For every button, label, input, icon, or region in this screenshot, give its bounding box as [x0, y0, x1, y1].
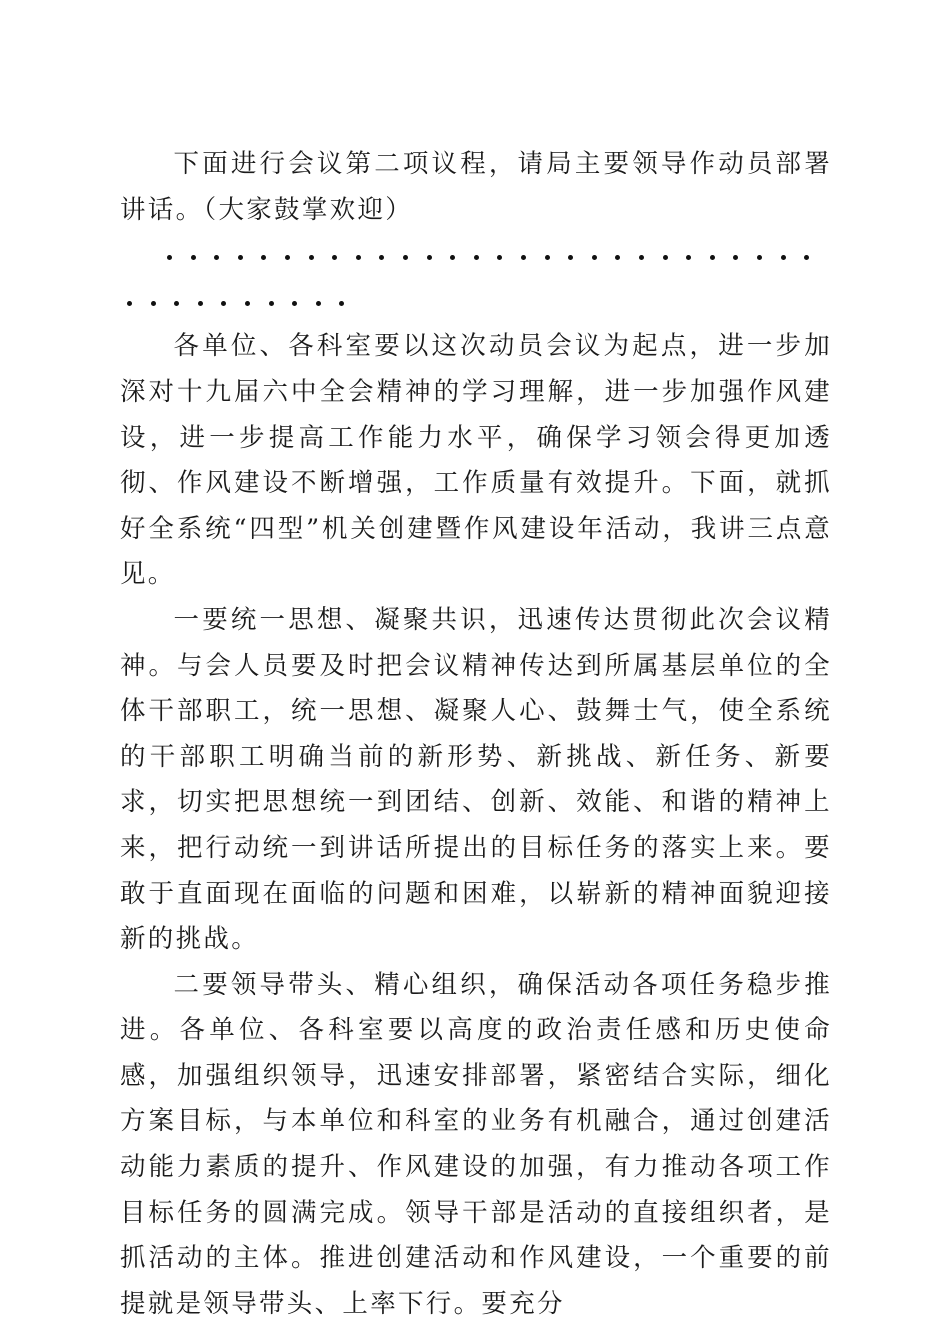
paragraph-agenda: 下面进行会议第二项议程，请局主要领导作动员部署讲话。（大家鼓掌欢迎） [120, 149, 832, 225]
ellipsis-dot [261, 255, 266, 260]
ellipsis-dot [221, 301, 226, 306]
ellipsis-dot [804, 255, 809, 260]
ellipsis-dot [757, 255, 762, 260]
ellipsis-dot [245, 301, 250, 306]
ellipsis-dot [151, 301, 156, 306]
ellipsis-dot [356, 255, 361, 260]
ellipsis-dot [521, 255, 526, 260]
ellipsis-dot [269, 301, 274, 306]
ellipsis-dot [545, 255, 550, 260]
ellipsis-dot [316, 301, 321, 306]
ellipsis-dot [615, 255, 620, 260]
ellipsis-line-1 [120, 233, 832, 279]
ellipsis-dot [127, 301, 132, 306]
ellipsis-dot [639, 255, 644, 260]
ellipsis-dot [710, 255, 715, 260]
ellipsis-dot [733, 255, 738, 260]
ellipsis-dot [292, 301, 297, 306]
ellipsis-dot [191, 255, 196, 260]
paragraph-intro: 各单位、各科室要以这次动员会议为起点，进一步加深对十九届六中全会精神的学习理解，进一步加强作风建设，进一步提高工作能力水平，确保学习领会得更加透彻、作风建设不断增强，工作质量有效提升。下面，就抓好全系统“四型”机关创建暨作风建设年活动，我讲三点意见。 [120, 331, 832, 590]
ellipsis-dot [427, 255, 432, 260]
ellipsis-dot [686, 255, 691, 260]
ellipsis-dot [568, 255, 573, 260]
paragraph-point-one: 一要统一思想、凝聚共识，迅速传达贯彻此次会议精神。与会人员要及时把会议精神传达到所属基层单位的全体干部职工，统一思想、凝聚人心、鼓舞士气，使全系统的干部职工明确当前的新形势、新挑战、新任务、新要求，切实把思想统一到团结、创新、效能、和谐的精神上来，把行动统一到讲话所提出的目标任务的落实上来。要敢于直面现在面临的问题和困难，以崭新的精神面貌迎接新的挑战。 [120, 604, 832, 955]
ellipsis-dot [339, 301, 344, 306]
ellipsis-dot [403, 255, 408, 260]
ellipsis-dot [663, 255, 668, 260]
ellipsis-dot [379, 255, 384, 260]
ellipsis-dot [309, 255, 314, 260]
ellipsis-dot [214, 255, 219, 260]
ellipsis-dot [781, 255, 786, 260]
ellipsis-dot [285, 255, 290, 260]
ellipsis-dot [474, 255, 479, 260]
ellipsis-dot [198, 301, 203, 306]
ellipsis-dot [592, 255, 597, 260]
ellipsis-dot [238, 255, 243, 260]
ellipsis-dot [497, 255, 502, 260]
ellipsis-dot [167, 255, 172, 260]
ellipsis-line-2 [120, 279, 832, 325]
ellipsis-dot [450, 255, 455, 260]
paragraph-point-two: 二要领导带头、精心组织，确保活动各项任务稳步推进。各单位、各科室要以高度的政治责任感和历史使命感，加强组织领导，迅速安排部署，紧密结合实际，细化方案目标，与本单位和科室的业务有机融合，通过创建活动能力素质的提升、作风建设的加强，有力推动各项工作目标任务的圆满完成。领导干部是活动的直接组织者，是抓活动的主体。推进创建活动和作风建设，一个重要的前提就是领导带头、上率下行。要充分 [120, 969, 832, 1319]
document-body [120, 142, 832, 1327]
ellipsis-dot [174, 301, 179, 306]
ellipsis-dot [332, 255, 337, 260]
